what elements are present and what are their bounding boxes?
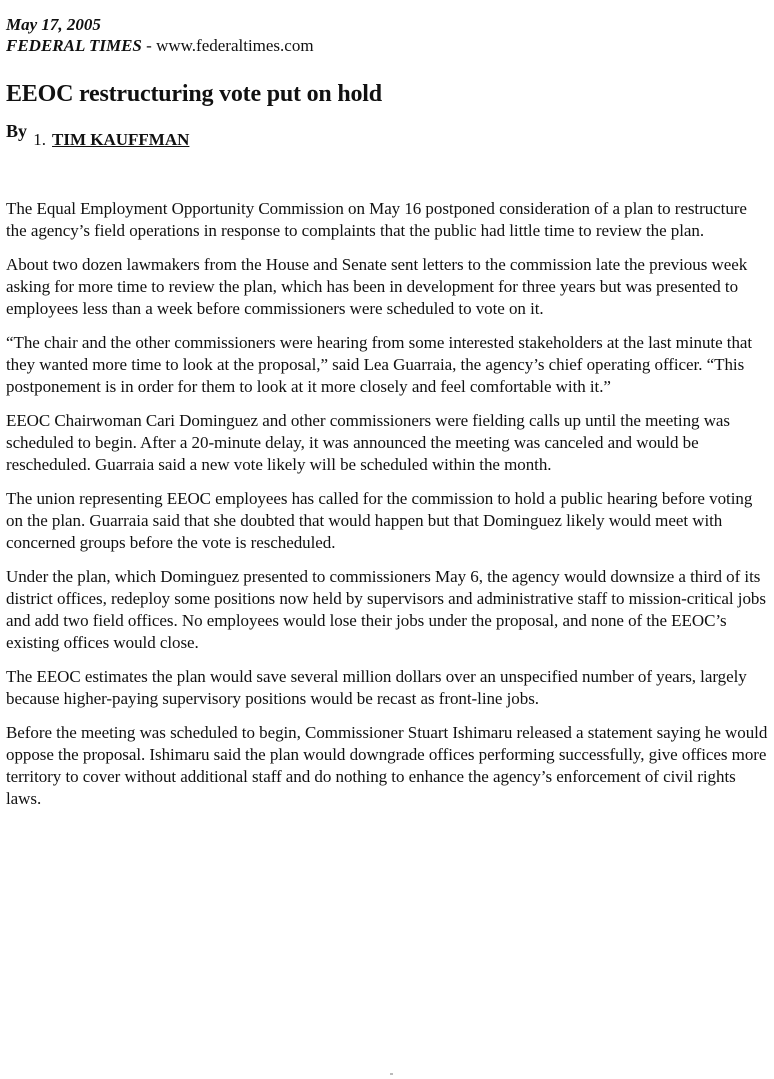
article-paragraph-7: The EEOC estimates the plan would save several million dollars over an unspecified number of years, largely because higher-paying supervisory positions would be recast as front-line jobs. <box>6 667 747 708</box>
article-paragraph-2: About two dozen lawmakers from the House and Senate sent letters to the commission late the previous week asking for more time to review the plan, which has been in development for three years but was presented to employees less than a week before commissioners were scheduled to vote on it. <box>6 255 748 318</box>
article-paragraph-5: The union representing EEOC employees has called for the commission to hold a public hearing before voting on the plan. Guarraia said that she doubted that would happen but that Dominguez likely would meet with concerned groups before the vote is rescheduled. <box>6 489 753 552</box>
scan-speck <box>390 1073 393 1075</box>
source-line <box>6 35 770 56</box>
article-paragraph-3: “The chair and the other commissioners were hearing from some interested stakeholders at the last minute that they wanted more time to look at the proposal,” said Lea Guarraia, the agency’s chief operating officer. “This postponement is in order for them to look at it more closely and feel comfortable with it.” <box>6 333 753 396</box>
publication-date: May 17, 2005 <box>6 15 101 34</box>
byline <box>6 121 770 154</box>
byline-prefix: By <box>6 121 28 141</box>
article-body <box>6 198 770 810</box>
source-separator: - <box>141 36 157 55</box>
article-headline: EEOC restructuring vote put on hold <box>6 81 382 107</box>
source-url: www.federaltimes.com <box>156 36 314 55</box>
article-paragraph-4: EEOC Chairwoman Cari Dominguez and other commissioners were fielding calls up until the meeting was scheduled to begin. After a 20-minute delay, it was announced the meeting was canceled and would be rescheduled. Guarraia said a new vote likely will be scheduled within the month. <box>6 411 730 474</box>
source-name: FEDERAL TIMES <box>6 36 142 55</box>
author-name: TIM KAUFFMAN <box>52 130 190 149</box>
byline-number: 1. <box>33 130 47 149</box>
article-paragraph-8: Before the meeting was scheduled to begin, Commissioner Stuart Ishimaru released a statement saying he would oppose the proposal. Ishimaru said the plan would downgrade offices performing successfully, give offices more territory to cover without additional staff and do nothing to enhance the agency’s enforcement of civil rights laws. <box>6 723 768 808</box>
document-page <box>6 14 770 822</box>
article-paragraph-6: Under the plan, which Dominguez presented to commissioners May 6, the agency would downsize a third of its district offices, redeploy some positions now held by supervisors and administrative staff to mission-critical jobs and add two field offices. No employees would lose their jobs under the proposal, and none of the EEOC’s existing offices would close. <box>6 567 766 652</box>
article-paragraph-1: The Equal Employment Opportunity Commission on May 16 postponed consideration of a plan to restructure the agency’s field operations in response to complaints that the public had little time to review the plan. <box>6 199 747 240</box>
